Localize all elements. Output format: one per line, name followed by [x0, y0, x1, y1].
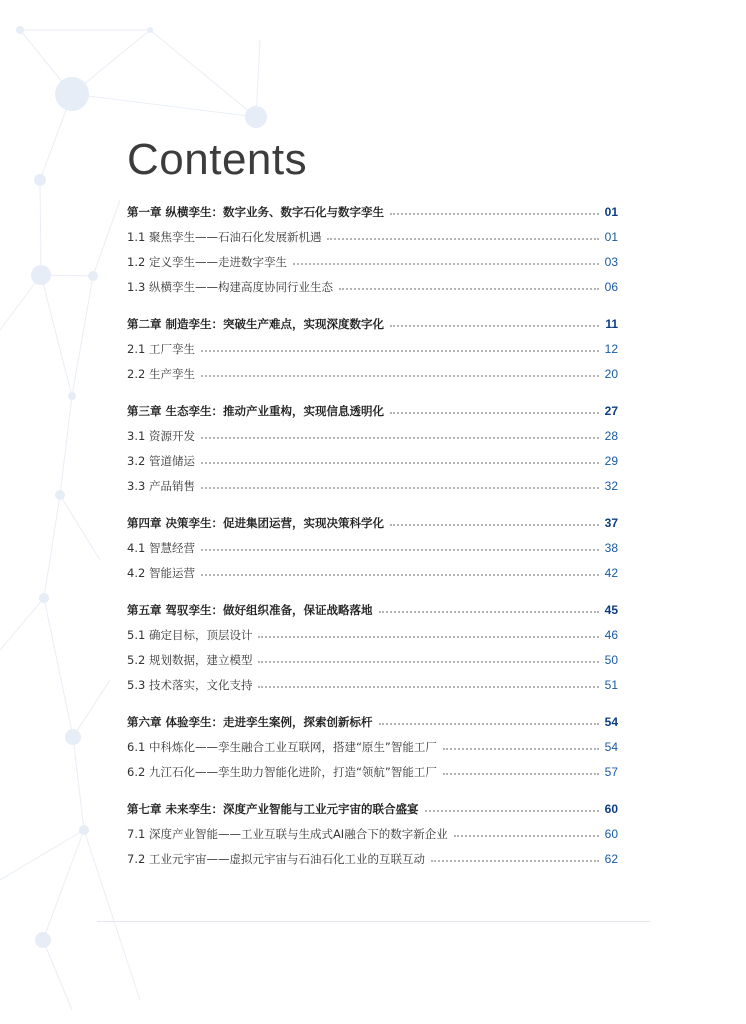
page-number: 12 [604, 341, 618, 356]
page-number: 50 [604, 652, 618, 667]
dot-leader [201, 487, 599, 489]
page-number: 32 [604, 478, 618, 493]
toc-chapter-block [127, 709, 618, 784]
page-number: 03 [604, 254, 618, 269]
page-number: 01 [604, 229, 618, 244]
chapter-title: 第三章 生态孪生：推动产业重构，实现信息透明化 [127, 403, 385, 418]
section-title: 1.1 聚焦孪生——石油石化发展新机遇 [127, 229, 322, 244]
chapter-title: 第二章 制造孪生：突破生产难点，实现深度数字化 [127, 316, 385, 331]
toc-section-entry[interactable] [127, 560, 618, 585]
toc-chapter-entry[interactable] [127, 398, 618, 423]
section-title: 5.3 技术落实，文化支持 [127, 677, 253, 692]
dot-leader [201, 574, 599, 576]
dot-leader [443, 773, 599, 775]
chapter-title: 第六章 体验孪生：走进孪生案例，探索创新标杆 [127, 714, 373, 729]
dot-leader [201, 375, 599, 377]
page-number: 27 [604, 403, 618, 418]
section-title: 4.1 智慧经营 [127, 540, 195, 555]
toc-section-entry[interactable] [127, 336, 618, 361]
toc-chapter-entry[interactable] [127, 199, 618, 224]
toc-section-entry[interactable] [127, 535, 618, 560]
chapter-title: 第四章 决策孪生：促进集团运营，实现决策科学化 [127, 515, 385, 530]
toc-section-entry[interactable] [127, 224, 618, 249]
toc-section-entry[interactable] [127, 647, 618, 672]
page-number: 54 [604, 739, 618, 754]
page-title: Contents [127, 135, 308, 184]
page-number: 46 [604, 627, 618, 642]
section-title: 6.2 九江石化——孪生助力智能化进阶，打造“领航”智能工厂 [127, 764, 437, 779]
toc-section-entry[interactable] [127, 448, 618, 473]
dot-leader [201, 350, 599, 352]
section-title: 6.1 中科炼化——孪生融合工业互联网，搭建“原生”智能工厂 [127, 739, 437, 754]
page-number: 37 [604, 515, 618, 530]
page-number: 29 [604, 453, 618, 468]
page-number: 38 [604, 540, 618, 555]
section-title: 5.2 规划数据，建立模型 [127, 652, 253, 667]
toc-section-entry[interactable] [127, 672, 618, 697]
dot-leader [390, 213, 599, 215]
dot-leader [293, 263, 599, 265]
page-number: 06 [604, 279, 618, 294]
dot-leader [443, 748, 599, 750]
toc-chapter-block [127, 510, 618, 585]
dot-leader [390, 412, 599, 414]
toc-section-entry[interactable] [127, 423, 618, 448]
toc-chapter-entry[interactable] [127, 311, 618, 336]
page-number: 51 [604, 677, 618, 692]
section-title: 3.3 产品销售 [127, 478, 195, 493]
toc-section-entry[interactable] [127, 473, 618, 498]
page-number: 57 [604, 764, 618, 779]
dot-leader [201, 437, 599, 439]
dot-leader [379, 611, 599, 613]
dot-leader [390, 524, 599, 526]
section-title: 1.2 定义孪生——走进数字孪生 [127, 254, 287, 269]
section-title: 3.1 资源开发 [127, 428, 195, 443]
toc-section-entry[interactable] [127, 821, 618, 846]
page-number: 11 [605, 316, 618, 331]
dot-leader [431, 860, 599, 862]
dot-leader [327, 238, 598, 240]
toc-section-entry[interactable] [127, 759, 618, 784]
toc-chapter-block [127, 199, 618, 299]
page-number: 60 [604, 801, 618, 816]
page-number: 60 [604, 826, 618, 841]
toc-chapter-entry[interactable] [127, 796, 618, 821]
dot-leader [258, 636, 598, 638]
chapter-title: 第一章 纵横孪生：数字业务、数字石化与数字孪生 [127, 204, 385, 219]
section-title: 2.1 工厂孪生 [127, 341, 195, 356]
dot-leader [425, 810, 599, 812]
toc-chapter-entry[interactable] [127, 597, 618, 622]
page-number: 42 [604, 565, 618, 580]
toc-section-entry[interactable] [127, 734, 618, 759]
chapter-title: 第七章 未来孪生：深度产业智能与工业元宇宙的联合盛宴 [127, 801, 419, 816]
page-number: 20 [604, 366, 618, 381]
footer-divider [97, 921, 650, 922]
page-number: 54 [604, 714, 618, 729]
toc-section-entry[interactable] [127, 622, 618, 647]
toc-section-entry[interactable] [127, 361, 618, 386]
dot-leader [454, 835, 599, 837]
chapter-title: 第五章 驾驭孪生：做好组织准备，保证战略落地 [127, 602, 373, 617]
section-title: 2.2 生产孪生 [127, 366, 195, 381]
toc-chapter-block [127, 398, 618, 498]
page-number: 62 [604, 851, 618, 866]
dot-leader [379, 723, 599, 725]
toc-section-entry[interactable] [127, 249, 618, 274]
page-number: 28 [604, 428, 618, 443]
toc-chapter-block [127, 311, 618, 386]
dot-leader [339, 288, 599, 290]
table-of-contents [127, 199, 618, 883]
toc-chapter-entry[interactable] [127, 709, 618, 734]
section-title: 7.2 工业元宇宙——虚拟元宇宙与石油石化工业的互联互动 [127, 851, 425, 866]
toc-section-entry[interactable] [127, 846, 618, 871]
section-title: 5.1 确定目标，顶层设计 [127, 627, 253, 642]
toc-chapter-entry[interactable] [127, 510, 618, 535]
page-number: 01 [604, 204, 618, 219]
toc-chapter-block [127, 597, 618, 697]
page-number: 45 [604, 602, 618, 617]
toc-section-entry[interactable] [127, 274, 618, 299]
dot-leader [258, 661, 598, 663]
dot-leader [390, 325, 599, 327]
toc-chapter-block [127, 796, 618, 871]
section-title: 7.1 深度产业智能——工业互联与生成式AI融合下的数字新企业 [127, 826, 448, 841]
section-title: 1.3 纵横孪生——构建高度协同行业生态 [127, 279, 333, 294]
dot-leader [201, 462, 599, 464]
section-title: 4.2 智能运营 [127, 565, 195, 580]
dot-leader [258, 686, 598, 688]
dot-leader [201, 549, 599, 551]
section-title: 3.2 管道储运 [127, 453, 195, 468]
